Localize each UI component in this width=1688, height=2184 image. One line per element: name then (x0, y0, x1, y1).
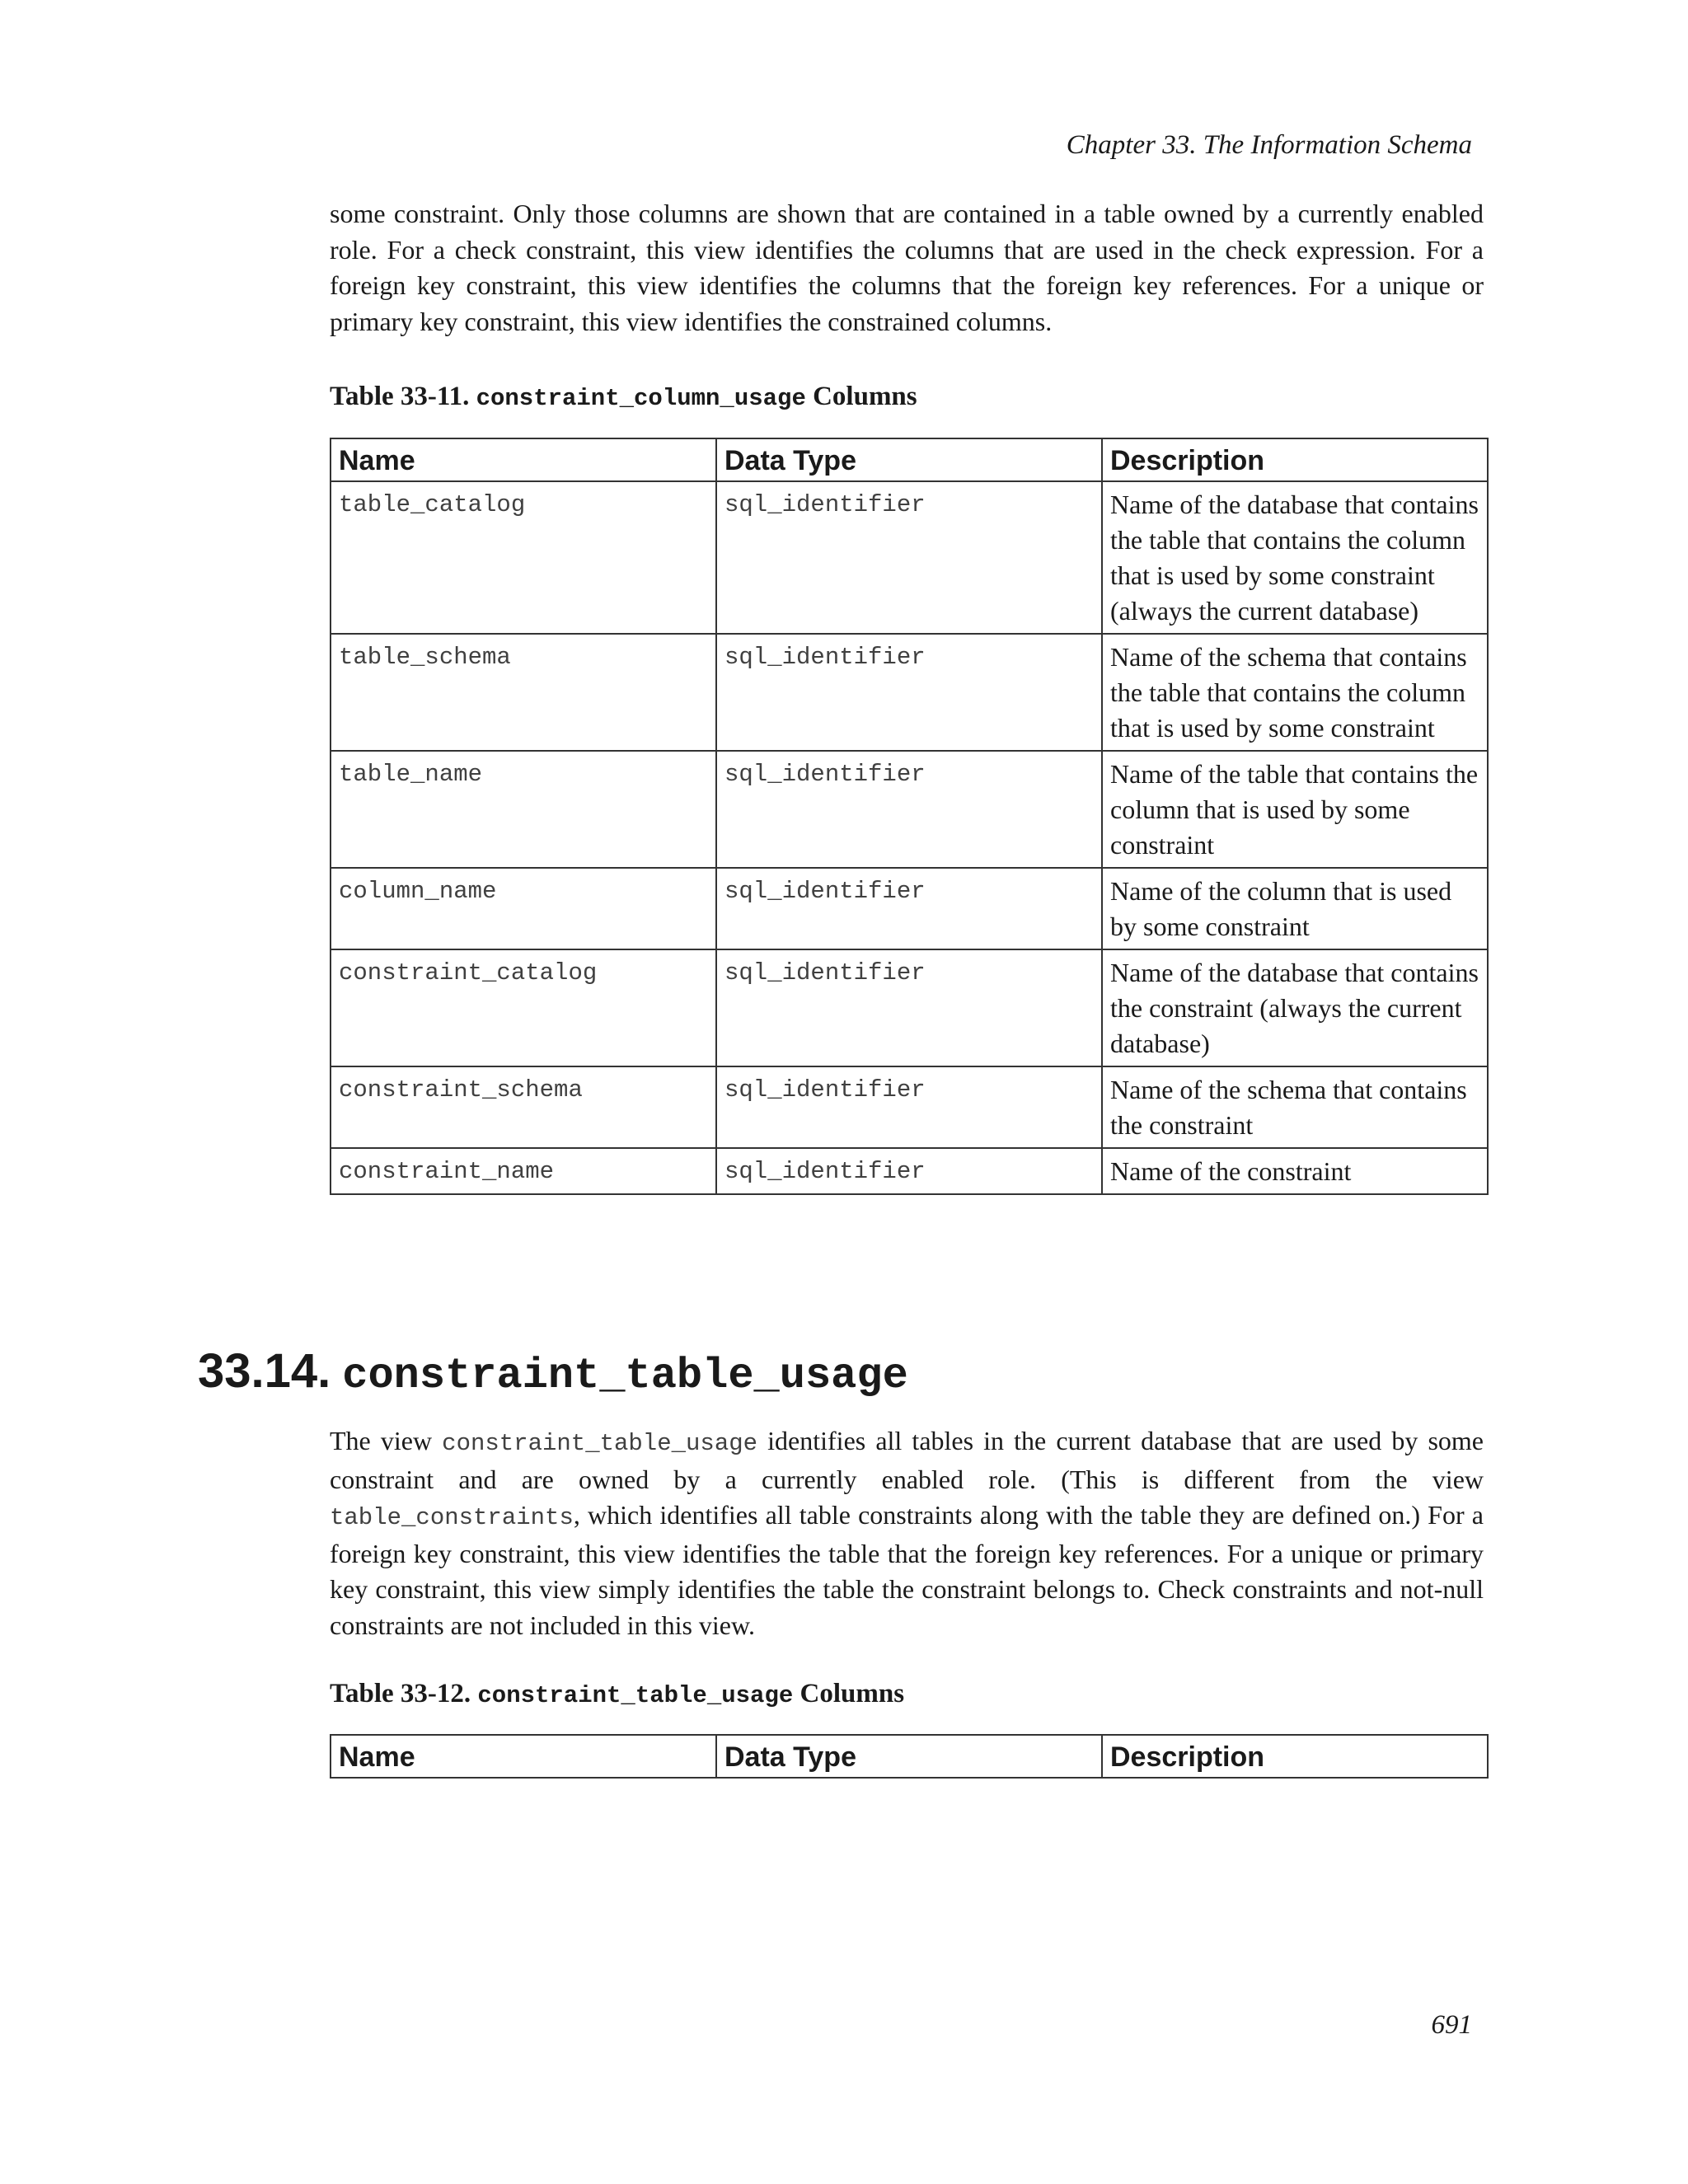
table-header-row (331, 438, 1488, 481)
header-data-type: Data Type (716, 438, 1102, 481)
column-name-cell: constraint_catalog (331, 949, 716, 1066)
intro-paragraph: some constraint. Only those columns are shown that are contained in a table owned by a currently enabled role. For a check constraint, this view identifies the columns that are used in the check expression. For a foreign key constraint, this view identifies the columns that the foreign key references. For a unique or primary key constraint, this view identifies the constrained columns. (330, 199, 1484, 336)
table-row (331, 868, 1488, 949)
constraint-column-usage-table (330, 438, 1489, 1195)
description-cell: Name of the table that contains the column that is used by some constraint (1102, 751, 1488, 868)
data-type-cell: sql_identifier (716, 949, 1102, 1066)
data-type-cell: sql_identifier (716, 481, 1102, 634)
para-text: identifies all tables in the current database that are used by some constraint and are owned by a currently enabled role. (This is different from the view (330, 1426, 1484, 1494)
description-cell: Name of the database that contains the table that contains the column that is used by some constraint (always the current database) (1102, 481, 1488, 634)
description-cell: Name of the schema that contains the table that contains the column that is used by some constraint (1102, 634, 1488, 751)
caption-suffix: Columns (799, 1679, 905, 1708)
table-33-12-caption (330, 1677, 904, 1713)
description-cell: Name of the constraint (1102, 1148, 1488, 1194)
table-row (331, 481, 1488, 634)
table-row (331, 634, 1488, 751)
column-name-cell: table_catalog (331, 481, 716, 634)
section-heading (198, 1338, 908, 1414)
column-name-cell: constraint_schema (331, 1066, 716, 1148)
inline-code: table_constraints (330, 1504, 574, 1531)
constraint-table-usage-table (330, 1734, 1489, 1779)
section-paragraph (330, 1423, 1484, 1643)
section-number: 33.14. (198, 1344, 331, 1398)
header-description: Description (1102, 1735, 1488, 1778)
column-name-cell: table_schema (331, 634, 716, 751)
table-row (331, 949, 1488, 1066)
table-header-row (331, 1735, 1488, 1778)
running-header: Chapter 33. The Information Schema (1066, 130, 1472, 160)
data-type-cell: sql_identifier (716, 1066, 1102, 1148)
header-data-type: Data Type (716, 1735, 1102, 1778)
caption-prefix: Table 33-11. (330, 382, 470, 411)
header-name: Name (331, 438, 716, 481)
inline-code: constraint_table_usage (442, 1430, 758, 1457)
table-row (331, 1066, 1488, 1148)
para-text: The view (330, 1426, 443, 1455)
data-type-cell: sql_identifier (716, 868, 1102, 949)
table-row (331, 1148, 1488, 1194)
page-number: 691 (1431, 2010, 1472, 2040)
data-type-cell: sql_identifier (716, 751, 1102, 868)
column-name-cell: table_name (331, 751, 716, 868)
header-description: Description (1102, 438, 1488, 481)
section-title-code: constraint_table_usage (342, 1352, 908, 1400)
header-name: Name (331, 1735, 716, 1778)
column-name-cell: column_name (331, 868, 716, 949)
caption-code: constraint_table_usage (477, 1682, 794, 1709)
data-type-cell: sql_identifier (716, 1148, 1102, 1194)
description-cell: Name of the schema that contains the constraint (1102, 1066, 1488, 1148)
table-33-11-caption (330, 380, 917, 415)
data-type-cell: sql_identifier (716, 634, 1102, 751)
table-row (331, 751, 1488, 868)
para-text: , which identifies all table constraints along with the table they are defined on.) For a foreign key constraint, this view identifies the table that the foreign key references. For a unique or primary key constraint, this view simply identifies the table the constraint belongs to. Check constraints and not-null constraints are not included in this view. (330, 1500, 1484, 1640)
description-cell: Name of the column that is used by some constraint (1102, 868, 1488, 949)
description-cell: Name of the database that contains the constraint (always the current database) (1102, 949, 1488, 1066)
caption-suffix: Columns (813, 382, 917, 411)
caption-code: constraint_column_usage (476, 385, 806, 412)
caption-prefix: Table 33-12. (330, 1679, 471, 1708)
column-name-cell: constraint_name (331, 1148, 716, 1194)
